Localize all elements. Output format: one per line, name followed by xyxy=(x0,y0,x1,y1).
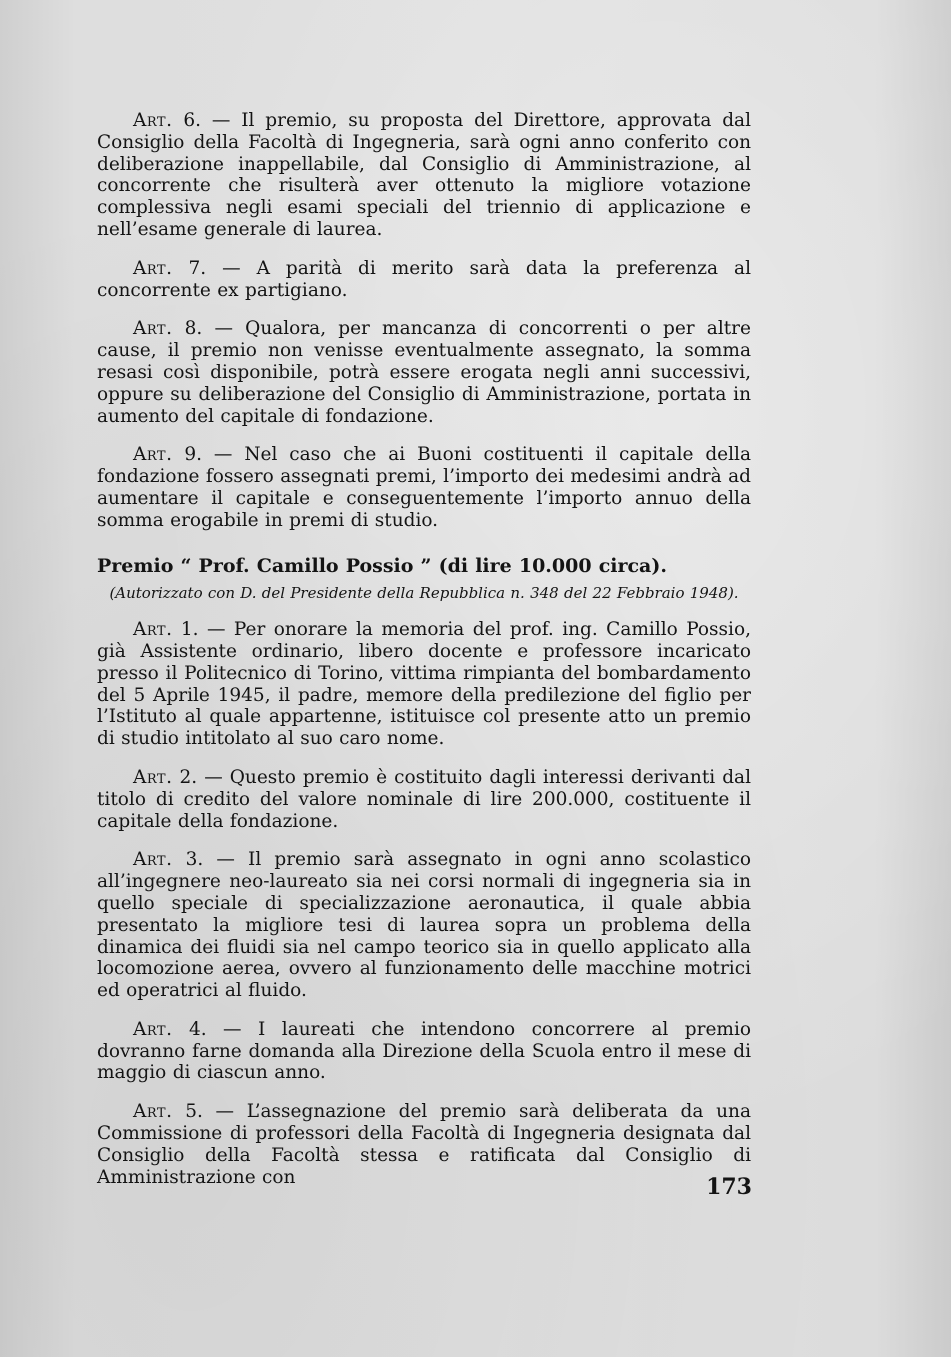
possio-article-2 xyxy=(97,767,751,832)
article-text: I laureati che intendono concorrere al premio dovranno farne domanda alla Direzione della Scuola entro il mese di maggio di ciascun anno. xyxy=(97,1018,751,1084)
possio-article-5 xyxy=(97,1101,751,1188)
article-number: 4. — xyxy=(188,1018,242,1040)
article-text: Il premio, su proposta del Direttore, approvata dal Consiglio della Facoltà di Ingegneria, sarà ogni anno conferito con deliberazione inappellabile, dal Consiglio di Amministrazione, al concorrente che risulterà aver ottenuto la migliore votazione complessiva negli esami speciali del triennio di applicazione e nell’esame generale di laurea. xyxy=(97,110,751,240)
article-6 xyxy=(97,110,751,241)
article-text: Per onorare la memoria del prof. ing. Camillo Possio, già Assistente ordinario, libero docente e professore incaricato presso il Politecnico di Torino, vittima rimpianta del bombardamento del 5 Aprile 1945, il padre, memore della predilezione del figlio per l’Istituto al quale appartenne, istituisce col presente atto un premio di studio intitolato al suo caro nome. xyxy=(97,619,751,750)
article-label: Art. xyxy=(133,257,173,279)
article-number: 7. — xyxy=(188,257,241,279)
article-7 xyxy=(97,258,751,302)
section-title: Premio “ Prof. Camillo Possio ” (di lire 10.000 circa). xyxy=(97,554,667,577)
page-content xyxy=(97,110,751,1205)
article-label: Art. xyxy=(133,110,173,131)
article-number: 1. — xyxy=(180,619,226,641)
article-label: Art. xyxy=(133,444,173,466)
article-text: A parità di merito sarà data la preferenza al concorrente ex partigiano. xyxy=(97,257,751,301)
article-label: Art. xyxy=(133,1101,173,1123)
article-8 xyxy=(97,318,751,427)
possio-article-4 xyxy=(97,1019,751,1084)
article-label: Art. xyxy=(133,619,173,641)
article-text: Nel caso che ai Buoni costituenti il capitale della fondazione fossero assegnati premi, l’importo dei medesimi andrà ad aumentare il capitale e conseguentemente l’importo annuo della somma erogabile in premi di studio. xyxy=(97,444,751,531)
article-number: 5. — xyxy=(185,1101,235,1123)
page-number: 173 xyxy=(706,1174,752,1200)
article-number: 8. — xyxy=(184,318,233,340)
article-number: 6. — xyxy=(183,110,231,131)
article-label: Art. xyxy=(133,766,173,788)
article-number: 3. — xyxy=(185,849,235,871)
possio-article-1 xyxy=(97,619,751,750)
article-number: 9. — xyxy=(184,444,233,466)
article-text: L’assegnazione del premio sarà deliberata da una Commissione di professori della Facoltà di Ingegneria designata dal Consiglio della Facoltà stessa e ratificata dal Consiglio di Amministrazione con xyxy=(97,1101,751,1188)
article-number: 2. — xyxy=(179,766,223,788)
article-label: Art. xyxy=(133,318,173,340)
possio-article-3 xyxy=(97,849,751,1002)
section-subtitle: (Autorizzato con D. del Presidente della Repubblica n. 348 del 22 Febbraio 1948). xyxy=(109,584,739,603)
article-text: Il premio sarà assegnato in ogni anno scolastico all’ingegnere neo-laureato sia nei corsi normali di ingegneria sia in quello speciale di specializzazione aeronautica, il quale abbia presentato la migliore tesi di laurea sopra un problema della dinamica dei fluidi sia nel campo teorico sia in quello applicato alla locomozione aerea, ovvero al funzionamento delle macchine motrici ed operatrici al fluido. xyxy=(97,849,751,1002)
article-label: Art. xyxy=(133,1018,173,1040)
article-label: Art. xyxy=(133,849,173,871)
article-text: Qualora, per mancanza di concorrenti o per altre cause, il premio non venisse eventualmente assegnato, la somma resasi così disponibile, potrà essere erogata negli anni successivi, oppure su deliberazione del Consiglio di Amministrazione, portata in aumento del capitale di fondazione. xyxy=(97,318,751,427)
article-text: Questo premio è costituito dagli interessi derivanti dal titolo di credito del valore nominale di lire 200.000, costituente il capitale della fondazione. xyxy=(97,766,751,832)
article-9 xyxy=(97,444,751,531)
